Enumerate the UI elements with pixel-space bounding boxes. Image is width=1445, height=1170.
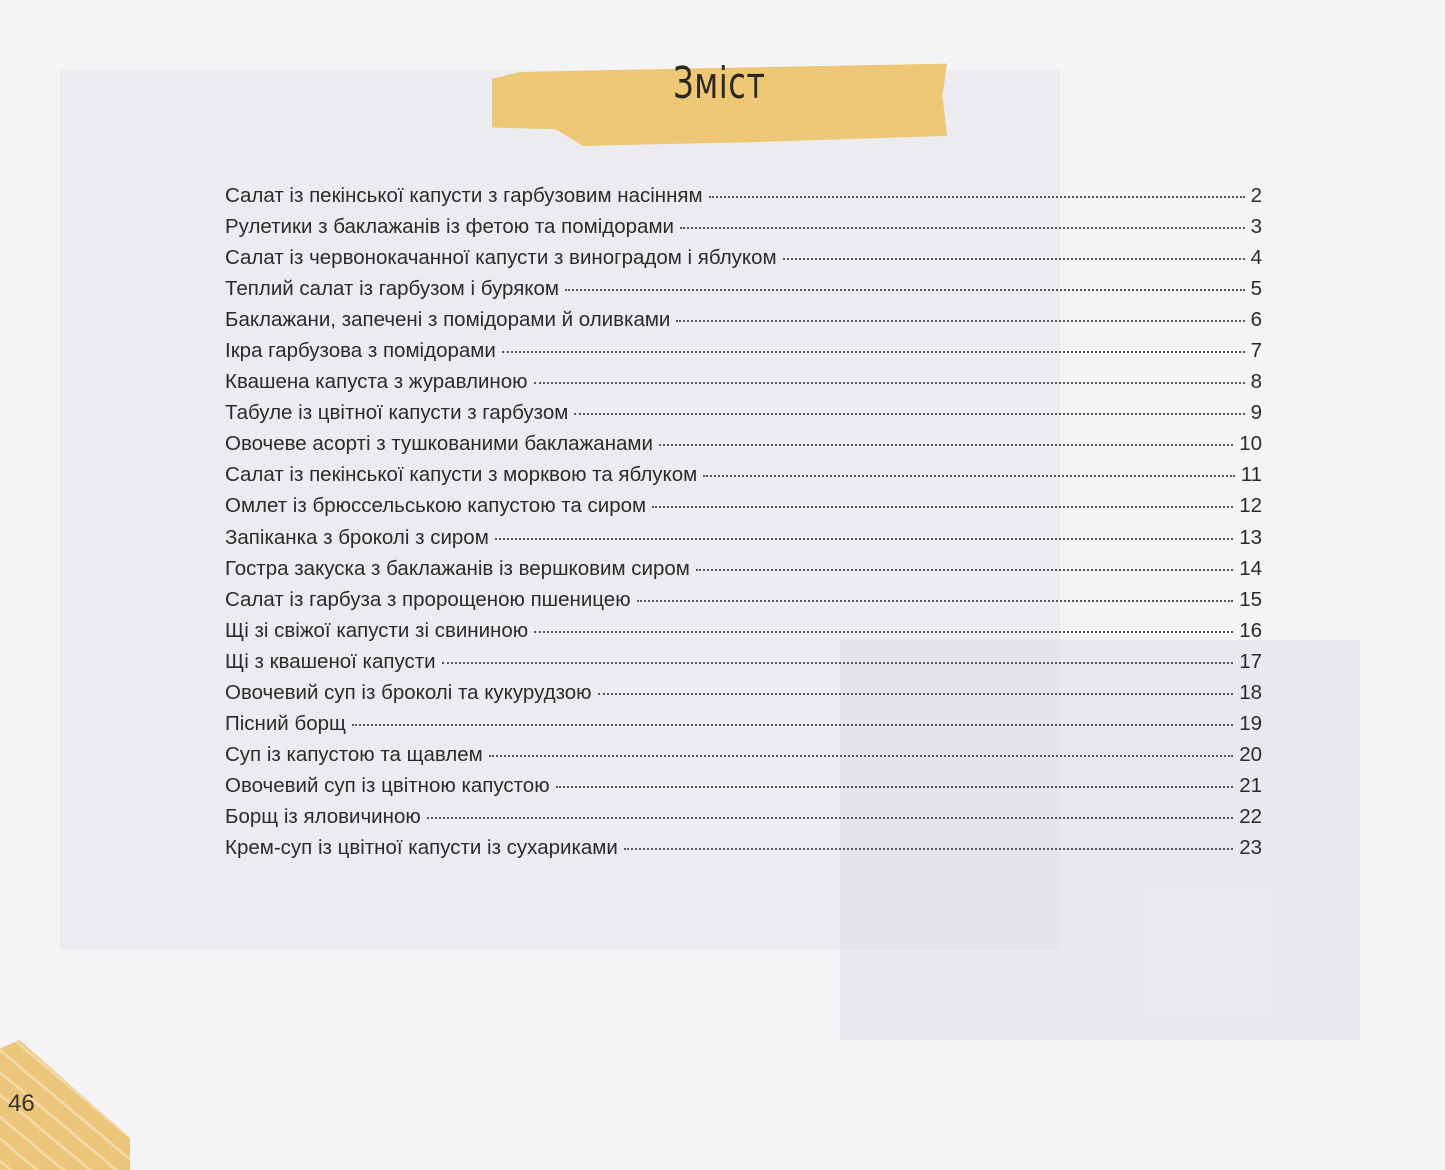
toc-entry[interactable] xyxy=(225,339,1262,370)
dot-leader xyxy=(495,538,1233,540)
toc-entry-title: Пісний борщ xyxy=(225,711,346,735)
toc-entry[interactable] xyxy=(225,494,1262,525)
toc-entry[interactable] xyxy=(225,836,1262,867)
dot-leader xyxy=(624,848,1233,850)
toc-entry-page: 13 xyxy=(1239,525,1262,549)
toc-entry-title: Салат із гарбуза з пророщеною пшеницею xyxy=(225,587,631,611)
toc-entry-page: 6 xyxy=(1250,308,1262,332)
toc-entry[interactable] xyxy=(225,619,1262,650)
toc-entry-title: Омлет із брюссельською капустою та сиром xyxy=(225,494,647,518)
dot-leader xyxy=(703,475,1234,477)
toc-entry-page: 14 xyxy=(1239,556,1262,580)
dot-leader xyxy=(442,662,1234,664)
dot-leader xyxy=(352,724,1233,726)
toc-entry-title: Овочевий суп із цвітною капустою xyxy=(225,773,550,797)
toc-entry[interactable] xyxy=(225,463,1262,494)
dot-leader xyxy=(637,600,1234,602)
toc-entry-page: 21 xyxy=(1239,773,1262,797)
dot-leader xyxy=(534,382,1245,384)
dot-leader xyxy=(709,196,1245,198)
page-number: 46 xyxy=(8,1090,35,1117)
toc-entry[interactable] xyxy=(225,743,1262,774)
toc-entry[interactable] xyxy=(225,308,1262,339)
toc-entry-title: Ікра гарбузова з помідорами xyxy=(225,339,496,363)
toc-entry[interactable] xyxy=(225,557,1262,588)
toc-entry-page: 23 xyxy=(1239,835,1262,859)
dot-leader xyxy=(502,351,1245,353)
toc-entry[interactable] xyxy=(225,681,1262,712)
toc-entry-title: Щі з квашеної капусти xyxy=(225,649,436,673)
toc-entry-page: 19 xyxy=(1239,711,1262,735)
toc-entry-title: Рулетики з баклажанів із фетою та помідорами xyxy=(225,215,674,239)
toc-entry-page: 10 xyxy=(1239,432,1262,456)
toc-entry-title: Квашена капуста з журавлиною xyxy=(225,370,528,394)
table-of-contents xyxy=(225,184,1262,867)
toc-entry-page: 9 xyxy=(1250,401,1262,425)
toc-entry-title: Салат із пекінської капусти з гарбузовим насінням xyxy=(225,184,703,207)
toc-entry-page: 18 xyxy=(1239,680,1262,704)
toc-entry-page: 8 xyxy=(1250,370,1262,394)
toc-entry-page: 7 xyxy=(1250,339,1262,363)
dot-leader xyxy=(676,320,1244,322)
toc-entry-page: 5 xyxy=(1250,277,1262,301)
toc-entry[interactable] xyxy=(225,712,1262,743)
toc-entry-page: 4 xyxy=(1250,246,1262,270)
toc-entry-page: 17 xyxy=(1239,649,1262,673)
dot-leader xyxy=(659,444,1233,446)
toc-entry-page: 22 xyxy=(1239,804,1262,828)
toc-entry-title: Крем-суп із цвітної капусти із сухариками xyxy=(225,835,618,859)
dot-leader xyxy=(696,569,1233,571)
toc-entry[interactable] xyxy=(225,432,1262,463)
toc-entry-title: Теплий салат із гарбузом і буряком xyxy=(225,277,559,301)
toc-entry-title: Запіканка з броколі з сиром xyxy=(225,525,489,549)
toc-entry[interactable] xyxy=(225,215,1262,246)
toc-entry[interactable] xyxy=(225,526,1262,557)
toc-entry[interactable] xyxy=(225,650,1262,681)
toc-entry[interactable] xyxy=(225,246,1262,277)
toc-entry-title: Овочевий суп із броколі та кукурудзою xyxy=(225,680,592,704)
dot-leader xyxy=(427,817,1233,819)
toc-entry-page: 20 xyxy=(1239,742,1262,766)
toc-entry-page: 15 xyxy=(1239,587,1262,611)
toc-entry[interactable] xyxy=(225,401,1262,432)
toc-entry-title: Гостра закуска з баклажанів із вершковим сиром xyxy=(225,556,690,580)
toc-entry-title: Табуле із цвітної капусти з гарбузом xyxy=(225,401,569,425)
toc-entry-title: Суп із капустою та щавлем xyxy=(225,742,483,766)
dot-leader xyxy=(574,413,1244,415)
toc-entry[interactable] xyxy=(225,805,1262,836)
toc-entry-title: Баклажани, запечені з помідорами й оливками xyxy=(225,308,671,332)
dot-leader xyxy=(489,755,1233,757)
dot-leader xyxy=(556,786,1234,788)
toc-entry-title: Борщ із яловичиною xyxy=(225,804,421,828)
dot-leader xyxy=(652,506,1233,508)
toc-entry-title: Овочеве асорті з тушкованими баклажанами xyxy=(225,432,653,456)
dot-leader xyxy=(680,227,1245,229)
toc-entry-page: 2 xyxy=(1250,184,1262,207)
dot-leader xyxy=(565,289,1245,291)
dot-leader xyxy=(783,258,1245,260)
toc-entry-page: 11 xyxy=(1240,463,1262,487)
toc-entry[interactable] xyxy=(225,184,1262,215)
toc-entry[interactable] xyxy=(225,277,1262,308)
toc-entry-page: 12 xyxy=(1239,494,1262,518)
toc-entry-title: Салат із пекінської капусти з морквою та яблуком xyxy=(225,463,698,487)
toc-entry-title: Салат із червонокачанної капусти з виноградом і яблуком xyxy=(225,246,777,270)
dot-leader xyxy=(598,693,1234,695)
toc-entry[interactable] xyxy=(225,370,1262,401)
toc-entry-page: 3 xyxy=(1250,215,1262,239)
toc-entry-page: 16 xyxy=(1239,618,1262,642)
toc-entry[interactable] xyxy=(225,774,1262,805)
toc-entry-title: Щі зі свіжої капусти зі свининою xyxy=(225,618,529,642)
toc-entry[interactable] xyxy=(225,588,1262,619)
dot-leader xyxy=(534,631,1233,633)
page-title: Зміст xyxy=(673,58,766,109)
